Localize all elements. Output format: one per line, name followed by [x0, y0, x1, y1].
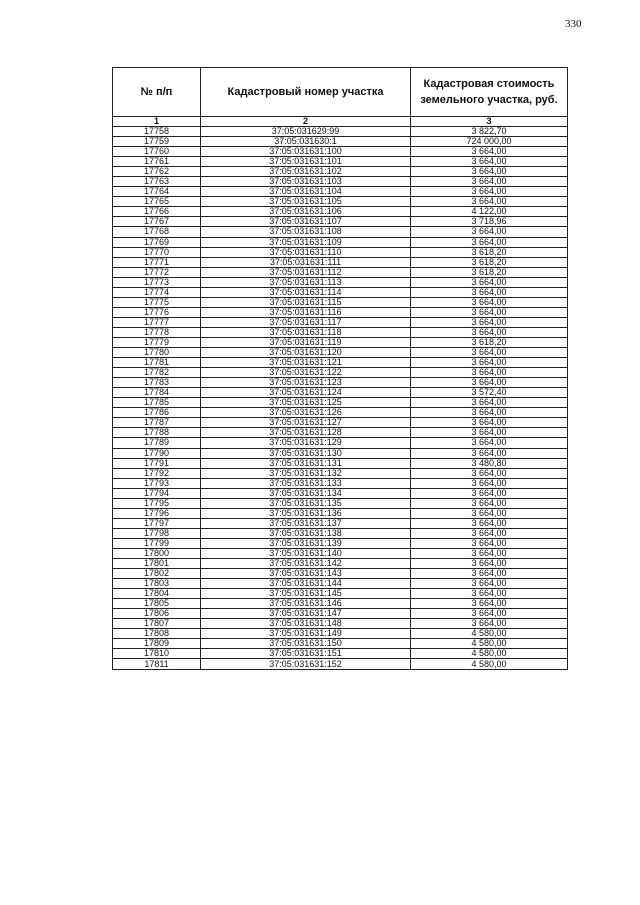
cadastral-value-cell: 4 580,00: [411, 639, 568, 649]
table-row: [113, 599, 568, 609]
table-row: [113, 237, 568, 247]
cadastral-number-cell: 37:05:031630:1: [201, 137, 411, 147]
row-number-cell: 17805: [113, 599, 201, 609]
cadastral-value-cell: 3 664,00: [411, 197, 568, 207]
table-row: [113, 589, 568, 599]
row-number-cell: 17791: [113, 458, 201, 468]
row-number-cell: 17770: [113, 247, 201, 257]
row-number-cell: 17774: [113, 287, 201, 297]
table-row: [113, 528, 568, 538]
row-number-cell: 17767: [113, 217, 201, 227]
cadastral-number-cell: 37:05:031631:150: [201, 639, 411, 649]
cadastral-value-cell: 3 664,00: [411, 488, 568, 498]
cadastral-number-cell: 37:05:031631:106: [201, 207, 411, 217]
cadastral-number-cell: 37:05:031631:118: [201, 327, 411, 337]
cadastral-number-cell: 37:05:031631:122: [201, 368, 411, 378]
cadastral-value-cell: 3 664,00: [411, 237, 568, 247]
row-number-cell: 17772: [113, 267, 201, 277]
table-row: [113, 147, 568, 157]
cadastral-number-cell: 37:05:031631:142: [201, 559, 411, 569]
cadastral-number-cell: 37:05:031631:124: [201, 388, 411, 398]
cadastral-number-cell: 37:05:031631:110: [201, 247, 411, 257]
row-number-cell: 17776: [113, 307, 201, 317]
table-row: [113, 428, 568, 438]
cadastral-value-cell: 3 664,00: [411, 438, 568, 448]
cadastral-value-cell: 3 664,00: [411, 508, 568, 518]
cadastral-value-cell: 3 664,00: [411, 579, 568, 589]
cadastral-number-cell: 37:05:031631:133: [201, 478, 411, 488]
cadastral-number-cell: 37:05:031631:102: [201, 167, 411, 177]
cadastral-value-cell: 3 664,00: [411, 177, 568, 187]
table-row: [113, 267, 568, 277]
cadastral-number-cell: 37:05:031631:111: [201, 257, 411, 267]
table-row: [113, 448, 568, 458]
row-number-cell: 17777: [113, 317, 201, 327]
row-number-cell: 17758: [113, 127, 201, 137]
cadastre-table: [112, 67, 568, 670]
cadastral-value-cell: 3 664,00: [411, 157, 568, 167]
row-number-cell: 17787: [113, 418, 201, 428]
row-number-cell: 17790: [113, 448, 201, 458]
cadastral-number-cell: 37:05:031631:149: [201, 629, 411, 639]
cadastral-number-cell: 37:05:031631:101: [201, 157, 411, 167]
table-row: [113, 217, 568, 227]
table-row: [113, 247, 568, 257]
table-body: [113, 127, 568, 670]
table-row: [113, 277, 568, 287]
table-row: [113, 659, 568, 669]
cadastral-number-cell: 37:05:031631:152: [201, 659, 411, 669]
row-number-cell: 17778: [113, 327, 201, 337]
table-row: [113, 468, 568, 478]
cadastral-value-cell: 4 122,00: [411, 207, 568, 217]
cadastral-number-cell: 37:05:031631:132: [201, 468, 411, 478]
cadastral-number-cell: 37:05:031631:107: [201, 217, 411, 227]
table-row: [113, 388, 568, 398]
table-row: [113, 127, 568, 137]
row-number-cell: 17771: [113, 257, 201, 267]
row-number-cell: 17811: [113, 659, 201, 669]
cadastral-number-cell: 37:05:031631:112: [201, 267, 411, 277]
row-number-cell: 17768: [113, 227, 201, 237]
cadastral-number-cell: 37:05:031631:127: [201, 418, 411, 428]
cadastral-value-cell: 3 664,00: [411, 599, 568, 609]
row-number-cell: 17794: [113, 488, 201, 498]
table-row: [113, 548, 568, 558]
cadastral-value-cell: 3 664,00: [411, 297, 568, 307]
cadastral-number-cell: 37:05:031631:119: [201, 337, 411, 347]
cadastral-value-cell: 3 572,40: [411, 388, 568, 398]
cadastral-number-cell: 37:05:031631:114: [201, 287, 411, 297]
table-row: [113, 649, 568, 659]
row-number-cell: 17800: [113, 548, 201, 558]
cadastral-number-cell: 37:05:031631:131: [201, 458, 411, 468]
cadastral-number-cell: 37:05:031631:134: [201, 488, 411, 498]
row-number-cell: 17773: [113, 277, 201, 287]
cadastral-number-cell: 37:05:031631:103: [201, 177, 411, 187]
cadastral-number-cell: 37:05:031631:123: [201, 378, 411, 388]
row-number-cell: 17786: [113, 408, 201, 418]
table-row: [113, 498, 568, 508]
cadastral-value-cell: 3 664,00: [411, 287, 568, 297]
cadastral-value-cell: 4 580,00: [411, 659, 568, 669]
cadastral-value-cell: 3 664,00: [411, 147, 568, 157]
cadastral-value-cell: 3 664,00: [411, 538, 568, 548]
row-number-cell: 17789: [113, 438, 201, 448]
cadastral-number-cell: 37:05:031631:147: [201, 609, 411, 619]
row-number-cell: 17792: [113, 468, 201, 478]
header-cadastral-value: Кадастровая стоимость земельного участка, руб.: [411, 68, 568, 117]
cadastral-value-cell: 3 664,00: [411, 408, 568, 418]
row-number-cell: 17796: [113, 508, 201, 518]
cadastral-number-cell: 37:05:031631:105: [201, 197, 411, 207]
table-row: [113, 408, 568, 418]
table-row: [113, 488, 568, 498]
row-number-cell: 17759: [113, 137, 201, 147]
cadastral-value-cell: 3 664,00: [411, 589, 568, 599]
table-row: [113, 337, 568, 347]
row-number-cell: 17795: [113, 498, 201, 508]
cadastral-value-cell: 3 664,00: [411, 569, 568, 579]
cadastral-number-cell: 37:05:031631:104: [201, 187, 411, 197]
cadastral-value-cell: 3 664,00: [411, 378, 568, 388]
table-row: [113, 629, 568, 639]
table-row: [113, 207, 568, 217]
row-number-cell: 17762: [113, 167, 201, 177]
cadastral-number-cell: 37:05:031631:100: [201, 147, 411, 157]
cadastral-number-cell: 37:05:031631:115: [201, 297, 411, 307]
table-row: [113, 157, 568, 167]
row-number-cell: 17769: [113, 237, 201, 247]
cadastral-number-cell: 37:05:031631:145: [201, 589, 411, 599]
cadastral-number-cell: 37:05:031631:125: [201, 398, 411, 408]
row-number-cell: 17797: [113, 518, 201, 528]
cadastral-value-cell: 3 664,00: [411, 518, 568, 528]
cadastral-number-cell: 37:05:031631:140: [201, 548, 411, 558]
row-number-cell: 17807: [113, 619, 201, 629]
table-row: [113, 197, 568, 207]
row-number-cell: 17788: [113, 428, 201, 438]
row-number-cell: 17810: [113, 649, 201, 659]
table-row: [113, 307, 568, 317]
cadastral-value-cell: 3 664,00: [411, 619, 568, 629]
cadastral-value-cell: 3 718,96: [411, 217, 568, 227]
cadastral-value-cell: 3 618,20: [411, 337, 568, 347]
column-index: 3: [411, 117, 568, 127]
table-row: [113, 639, 568, 649]
row-number-cell: 17798: [113, 528, 201, 538]
cadastral-number-cell: 37:05:031631:151: [201, 649, 411, 659]
header-cadastral-number: Кадастровый номер участка: [201, 68, 411, 117]
row-number-cell: 17799: [113, 538, 201, 548]
table-row: [113, 287, 568, 297]
cadastral-number-cell: 37:05:031629:99: [201, 127, 411, 137]
cadastral-number-cell: 37:05:031631:138: [201, 528, 411, 538]
table-row: [113, 358, 568, 368]
cadastral-value-cell: 3 664,00: [411, 448, 568, 458]
table-row: [113, 619, 568, 629]
cadastral-value-cell: 3 664,00: [411, 498, 568, 508]
table-row: [113, 348, 568, 358]
column-index: 2: [201, 117, 411, 127]
row-number-cell: 17806: [113, 609, 201, 619]
cadastral-number-cell: 37:05:031631:135: [201, 498, 411, 508]
row-number-cell: 17785: [113, 398, 201, 408]
table-row: [113, 508, 568, 518]
cadastral-number-cell: 37:05:031631:136: [201, 508, 411, 518]
row-number-cell: 17765: [113, 197, 201, 207]
table-row: [113, 478, 568, 488]
cadastral-value-cell: 3 664,00: [411, 227, 568, 237]
row-number-cell: 17793: [113, 478, 201, 488]
row-number-cell: 17763: [113, 177, 201, 187]
row-number-cell: 17801: [113, 559, 201, 569]
cadastral-value-cell: 3 618,20: [411, 247, 568, 257]
cadastral-value-cell: 3 664,00: [411, 548, 568, 558]
table-row: [113, 458, 568, 468]
cadastral-number-cell: 37:05:031631:129: [201, 438, 411, 448]
cadastral-number-cell: 37:05:031631:126: [201, 408, 411, 418]
table-row: [113, 398, 568, 408]
cadastral-value-cell: 3 664,00: [411, 307, 568, 317]
table-row: [113, 177, 568, 187]
cadastral-value-cell: 3 664,00: [411, 187, 568, 197]
cadastral-number-cell: 37:05:031631:108: [201, 227, 411, 237]
table-row: [113, 378, 568, 388]
cadastral-number-cell: 37:05:031631:128: [201, 428, 411, 438]
cadastral-number-cell: 37:05:031631:120: [201, 348, 411, 358]
row-number-cell: 17804: [113, 589, 201, 599]
cadastral-value-cell: 3 664,00: [411, 478, 568, 488]
table-row: [113, 418, 568, 428]
table-row: [113, 297, 568, 307]
cadastral-number-cell: 37:05:031631:139: [201, 538, 411, 548]
cadastral-number-cell: 37:05:031631:137: [201, 518, 411, 528]
cadastral-number-cell: 37:05:031631:117: [201, 317, 411, 327]
cadastral-value-cell: 4 580,00: [411, 629, 568, 639]
table-row: [113, 438, 568, 448]
cadastral-number-cell: 37:05:031631:143: [201, 569, 411, 579]
table-row: [113, 609, 568, 619]
row-number-cell: 17802: [113, 569, 201, 579]
header-number: № п/п: [113, 68, 201, 117]
cadastral-number-cell: 37:05:031631:130: [201, 448, 411, 458]
cadastral-value-cell: 3 664,00: [411, 609, 568, 619]
table-row: [113, 579, 568, 589]
row-number-cell: 17782: [113, 368, 201, 378]
table-row: [113, 137, 568, 147]
table-row: [113, 368, 568, 378]
row-number-cell: 17803: [113, 579, 201, 589]
table-row: [113, 327, 568, 337]
table-row: [113, 167, 568, 177]
table-row: [113, 227, 568, 237]
column-index: 1: [113, 117, 201, 127]
cadastral-value-cell: 3 664,00: [411, 468, 568, 478]
cadastral-value-cell: 3 664,00: [411, 428, 568, 438]
cadastral-value-cell: 3 664,00: [411, 167, 568, 177]
cadastral-number-cell: 37:05:031631:148: [201, 619, 411, 629]
cadastral-value-cell: 3 664,00: [411, 348, 568, 358]
cadastral-value-cell: 3 618,20: [411, 257, 568, 267]
cadastral-number-cell: 37:05:031631:109: [201, 237, 411, 247]
cadastral-value-cell: 3 664,00: [411, 277, 568, 287]
row-number-cell: 17809: [113, 639, 201, 649]
cadastral-value-cell: 724 000,00: [411, 137, 568, 147]
row-number-cell: 17779: [113, 337, 201, 347]
cadastral-value-cell: 3 664,00: [411, 398, 568, 408]
row-number-cell: 17781: [113, 358, 201, 368]
cadastral-number-cell: 37:05:031631:113: [201, 277, 411, 287]
cadastral-value-cell: 3 664,00: [411, 418, 568, 428]
row-number-cell: 17764: [113, 187, 201, 197]
table-row: [113, 257, 568, 267]
table-row: [113, 538, 568, 548]
table-row: [113, 187, 568, 197]
cadastral-value-cell: 3 618,20: [411, 267, 568, 277]
row-number-cell: 17780: [113, 348, 201, 358]
header-row: [113, 68, 568, 117]
cadastral-value-cell: 3 664,00: [411, 559, 568, 569]
cadastral-value-cell: 3 664,00: [411, 368, 568, 378]
cadastral-number-cell: 37:05:031631:116: [201, 307, 411, 317]
table-row: [113, 317, 568, 327]
cadastral-number-cell: 37:05:031631:146: [201, 599, 411, 609]
table-row: [113, 518, 568, 528]
cadastral-number-cell: 37:05:031631:121: [201, 358, 411, 368]
row-number-cell: 17760: [113, 147, 201, 157]
cadastral-value-cell: 3 664,00: [411, 528, 568, 538]
row-number-cell: 17784: [113, 388, 201, 398]
table-row: [113, 559, 568, 569]
column-index-row: [113, 117, 568, 127]
row-number-cell: 17766: [113, 207, 201, 217]
row-number-cell: 17808: [113, 629, 201, 639]
row-number-cell: 17761: [113, 157, 201, 167]
table-row: [113, 569, 568, 579]
row-number-cell: 17783: [113, 378, 201, 388]
cadastral-value-cell: 3 664,00: [411, 358, 568, 368]
cadastral-value-cell: 3 664,00: [411, 317, 568, 327]
row-number-cell: 17775: [113, 297, 201, 307]
cadastral-value-cell: 3 664,00: [411, 327, 568, 337]
cadastral-value-cell: 3 480,80: [411, 458, 568, 468]
cadastral-number-cell: 37:05:031631:144: [201, 579, 411, 589]
page-number: 330: [565, 18, 582, 30]
cadastral-value-cell: 4 580,00: [411, 649, 568, 659]
cadastral-value-cell: 3 822,70: [411, 127, 568, 137]
